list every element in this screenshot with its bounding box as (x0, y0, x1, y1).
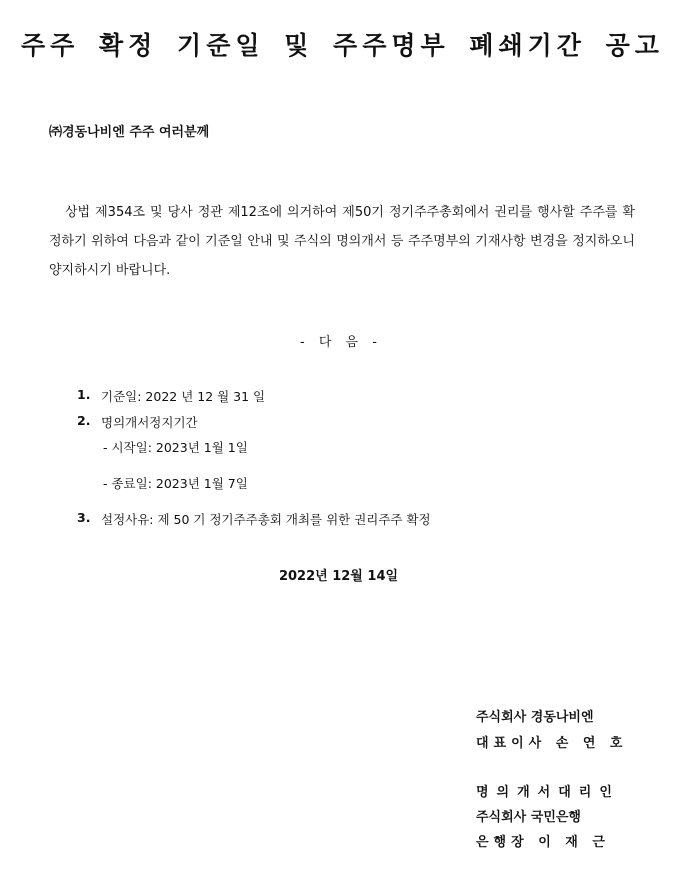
sub-item-start-date: - 시작일: 2023년 1월 1일 (103, 440, 248, 455)
addressee: ㈜경동나비엔 주주 여러분께 (49, 125, 210, 140)
company-representative: 대표이사 손 연 호 (476, 736, 628, 751)
notice-heading: - 다 음 - (300, 335, 377, 350)
transfer-agent-name: 주식회사 국민은행 (476, 810, 581, 825)
list-item-number: 3. (77, 510, 91, 525)
company-name: 주식회사 경동나비엔 (476, 710, 594, 725)
transfer-agent-head: 은행장 이 재 근 (476, 835, 610, 850)
list-item-text: 설정사유: 제 50 기 정기주주총회 개최를 위한 권리주주 확정 (101, 512, 431, 527)
body-paragraph (49, 198, 635, 285)
body-text: 상법 제354조 및 당사 정관 제12조에 의거하여 제50기 정기주주총회에서 권리를 행사할 주주를 확정하기 위하여 다음과 같이 기준일 안내 및 주식의 명의개서 등 주주명부의 기재사항 변경을 정지하오니 양지하시기 바랍니다. (49, 205, 635, 278)
list-item-text: 명의개서정지기간 (101, 415, 198, 430)
page-title: 주주 확정 기준일 및 주주명부 폐쇄기간 공고 (21, 31, 664, 60)
sub-item-end-date: - 종료일: 2023년 1월 7일 (103, 476, 248, 491)
list-item-number: 1. (77, 387, 91, 402)
list-item-number: 2. (77, 413, 91, 428)
notice-date: 2022년 12월 14일 (278, 569, 399, 584)
list-item-text: 기준일: 2022 년 12 월 31 일 (101, 389, 266, 404)
transfer-agent-role: 명의개서대리인 (476, 785, 620, 800)
